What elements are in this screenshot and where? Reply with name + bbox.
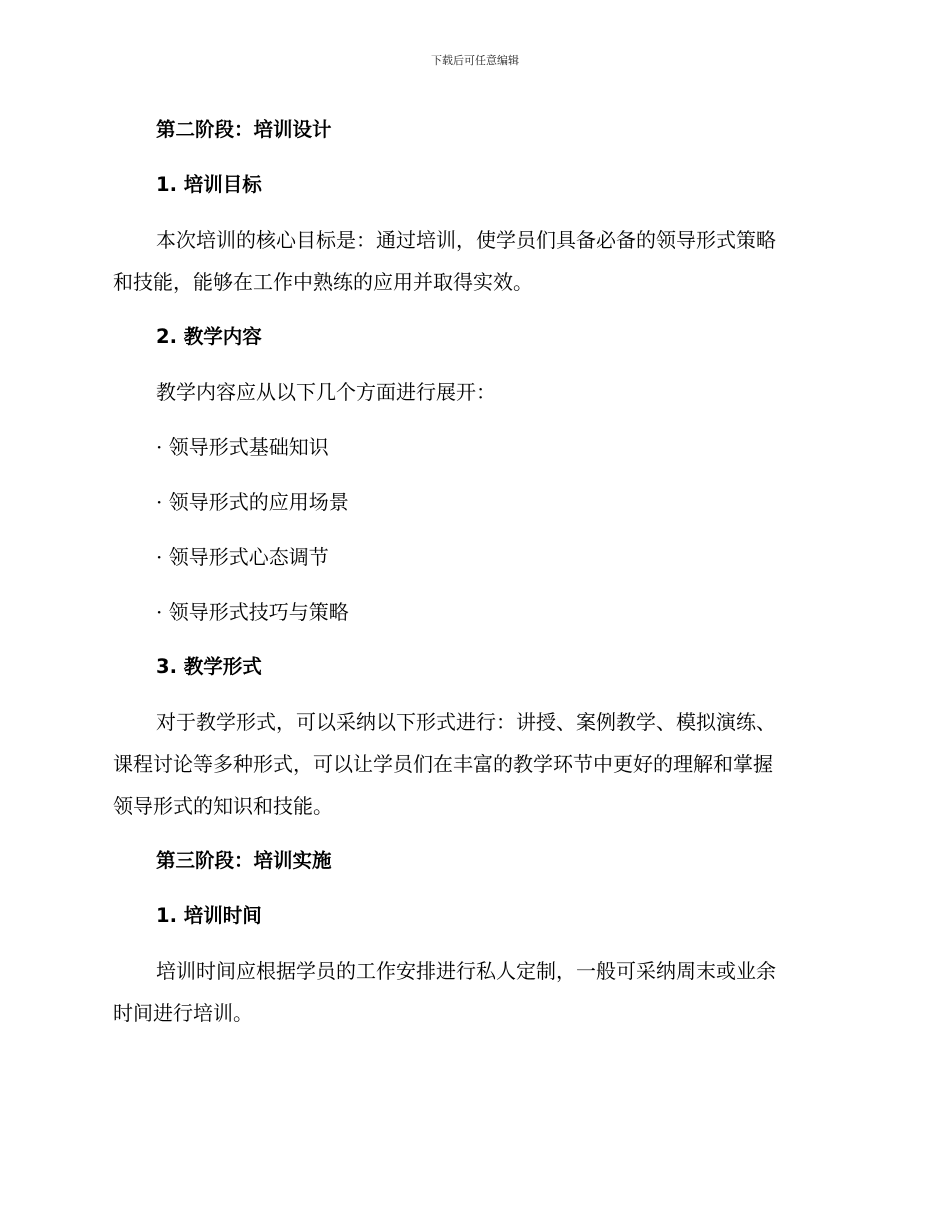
content-heading: 2. 教学内容 <box>156 325 262 348</box>
bullet-item-4: · 领导形式技巧与策略 <box>156 600 349 624</box>
format-paragraph-line-1: 对于教学形式，可以采纳以下形式进行：讲授、案例教学、模拟演练、 <box>156 710 776 734</box>
section2-heading: 第二阶段：培训设计 <box>156 118 332 141</box>
section3-heading: 第三阶段：培训实施 <box>156 849 332 872</box>
bullet-item-3: · 领导形式心态调节 <box>156 545 329 569</box>
goal-paragraph-line-2: 和技能，能够在工作中熟练的应用并取得实效。 <box>113 270 533 294</box>
bullet-item-2: · 领导形式的应用场景 <box>156 490 349 514</box>
goal-paragraph-line-1: 本次培训的核心目标是：通过培训，使学员们具备必备的领导形式策略 <box>156 228 776 252</box>
time-paragraph-line-2: 时间进行培训。 <box>113 1001 253 1025</box>
bullet-item-1: · 领导形式基础知识 <box>156 435 329 459</box>
format-paragraph-line-3: 领导形式的知识和技能。 <box>113 794 333 818</box>
time-paragraph-line-1: 培训时间应根据学员的工作安排进行私人定制，一般可采纳周末或业余 <box>156 959 776 983</box>
header-note: 下载后可任意编辑 <box>431 54 519 67</box>
format-paragraph-line-2: 课程讨论等多种形式，可以让学员们在丰富的教学环节中更好的理解和掌握 <box>113 752 773 776</box>
format-heading: 3. 教学形式 <box>156 655 262 678</box>
goal-heading: 1. 培训目标 <box>156 173 262 196</box>
content-intro: 教学内容应从以下几个方面进行展开： <box>156 380 496 404</box>
time-heading: 1. 培训时间 <box>156 904 262 927</box>
document-body <box>113 109 837 1034</box>
